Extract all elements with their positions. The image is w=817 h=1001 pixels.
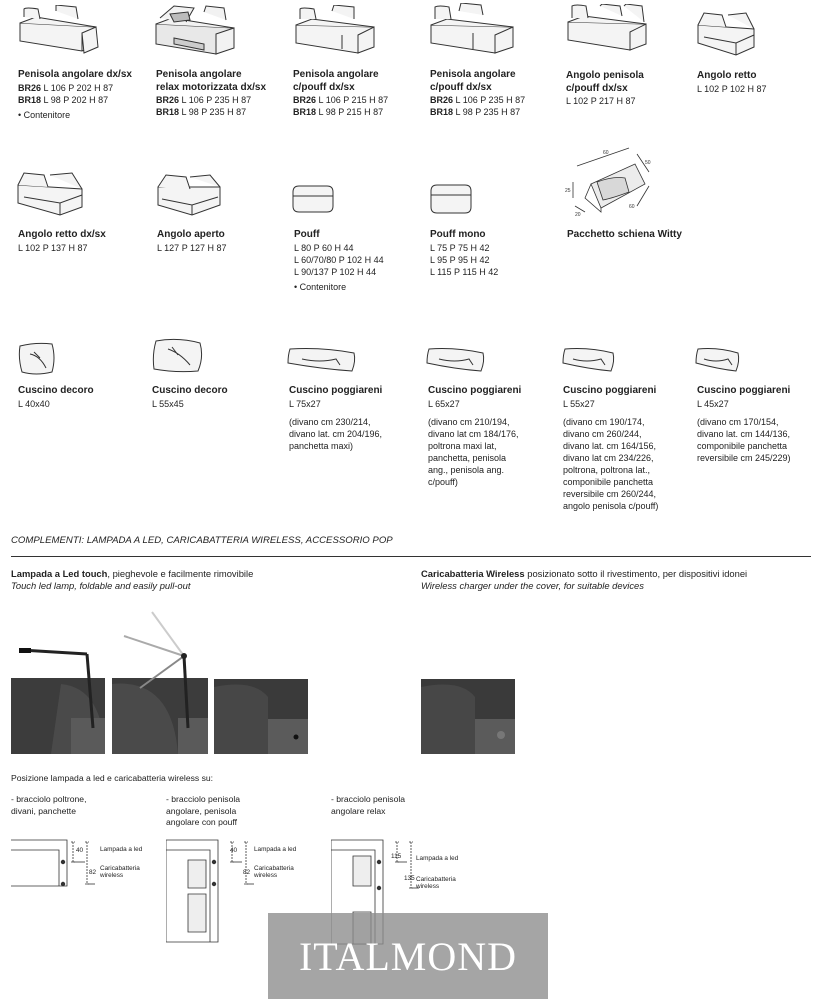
dimensions: L 75x27 xyxy=(289,398,321,409)
compat-line: reversibile cm 260/244, xyxy=(563,488,657,499)
position-a xyxy=(11,794,86,817)
dimensions: L 55x27 xyxy=(563,398,595,409)
dimensions: L 106 P 235 H 87 xyxy=(181,95,252,105)
model-code: BR26 xyxy=(156,95,180,105)
lamp-photo-3 xyxy=(214,679,308,754)
label-charger-b-1: Caricabatteria xyxy=(254,865,294,872)
compat-line: divano lat cm 234/226, xyxy=(563,452,654,463)
position-b-line3: angolare con pouff xyxy=(166,817,238,828)
module-title: Angolo retto xyxy=(697,70,757,81)
dimensions: L 45x27 xyxy=(697,398,729,409)
position-a-line2: divani, panchette xyxy=(11,805,76,816)
compat-line: (divano cm 190/174, xyxy=(563,416,645,427)
dimensions: L 95 P 95 H 42 xyxy=(430,254,490,265)
charger-title: Caricabatteria Wireless xyxy=(421,568,525,579)
compat-line: (divano cm 230/214, xyxy=(289,416,371,427)
position-c-line1: - bracciolo penisola xyxy=(331,794,406,804)
lamp-caption xyxy=(11,568,253,591)
module-title: Angolo retto dx/sx xyxy=(18,229,106,240)
module-poggiareni-45 xyxy=(697,385,791,464)
compat-line: (divano cm 170/154, xyxy=(697,416,779,427)
label-lamp-a: Lampada a led xyxy=(100,846,143,853)
storage-note: • Contenitore xyxy=(294,281,347,292)
dimensions: L 115 P 115 H 42 xyxy=(430,266,499,277)
dimensions: L 98 P 235 H 87 xyxy=(455,107,521,117)
pouf-icon xyxy=(291,184,335,214)
module-cuscino-55 xyxy=(152,385,228,410)
module-pouff xyxy=(294,229,384,293)
dimensions: L 55x45 xyxy=(152,398,184,409)
model-code: BR26 xyxy=(293,95,317,105)
module-poggiareni-65 xyxy=(428,385,521,488)
compat-line: poltrona maxi lat, xyxy=(428,440,497,451)
module-title: Cuscino poggiareni xyxy=(697,385,791,396)
compat-line: angolo penisola c/pouff) xyxy=(563,500,659,511)
compat-line: poltrona, poltrona lat., xyxy=(563,464,651,475)
module-angolo-penisola xyxy=(566,70,644,107)
charger-desc: posizionato sotto il rivestimento, per dispositivi idonei xyxy=(524,568,748,579)
dimensions: L 127 P 127 H 87 xyxy=(157,242,227,253)
module-cuscino-40 xyxy=(18,385,94,410)
right-corner-long-icon xyxy=(16,171,86,219)
module-title: Pacchetto schiena Witty xyxy=(567,229,682,240)
svg-text:25: 25 xyxy=(565,188,571,194)
svg-text:20: 20 xyxy=(575,212,581,218)
watermark-logo: ITALMOND xyxy=(268,913,548,999)
corner-chaise-icon xyxy=(564,4,652,56)
model-code: BR18 xyxy=(18,94,42,105)
compat-line: ang., penisola ang. xyxy=(428,464,505,475)
dimensions: L 106 P 235 H 87 xyxy=(455,95,526,105)
label-charger-b xyxy=(254,865,294,879)
dim-135: 135 xyxy=(404,875,415,882)
position-c xyxy=(331,794,405,817)
position-c-line2: angolare relax xyxy=(331,805,386,816)
svg-text:50: 50 xyxy=(645,160,651,166)
label-charger-a-2: wireless xyxy=(100,872,124,879)
module-title-line2: c/pouff dx/sx xyxy=(293,81,355,93)
module-penisola-dxsx xyxy=(18,69,132,121)
compat-line: divano lat cm 184/176, xyxy=(428,428,519,439)
module-title: Cuscino poggiareni xyxy=(563,385,657,396)
right-corner-icon xyxy=(696,11,758,59)
compat-line: reversibile cm 245/229) xyxy=(697,452,791,463)
module-title-line2: c/pouff dx/sx xyxy=(430,81,492,93)
pouf-mono-icon xyxy=(429,183,473,215)
svg-text:60: 60 xyxy=(629,204,635,210)
module-title: Angolo aperto xyxy=(157,229,225,240)
module-title: Penisola angolare xyxy=(430,69,516,80)
charger-photo xyxy=(421,679,515,754)
dimensions: L 75 P 75 H 42 xyxy=(430,242,490,253)
open-corner-icon xyxy=(156,173,224,219)
lamp-photo-1 xyxy=(11,608,105,754)
cushion-small-icon xyxy=(16,342,58,376)
model-code: BR26 xyxy=(430,95,454,105)
armrest-cushion-65-icon xyxy=(425,345,487,375)
dimensions: L 90/137 P 102 H 44 xyxy=(294,266,377,277)
module-title: Cuscino poggiareni xyxy=(289,385,383,396)
lamp-title: Lampada a Led touch xyxy=(11,568,108,579)
dim-82-b: 82 xyxy=(243,869,251,876)
charger-caption xyxy=(421,568,747,591)
module-angolo-retto xyxy=(697,70,767,95)
module-angolo-retto-dxsx xyxy=(18,229,106,254)
label-charger-a-1: Caricabatteria xyxy=(100,865,140,872)
dimensions: L 98 P 235 H 87 xyxy=(181,107,247,117)
module-title-line2: relax motorizzata dx/sx xyxy=(156,81,267,93)
module-penisola-pouf xyxy=(293,69,388,118)
dimensions: L 40x40 xyxy=(18,398,50,409)
position-a-line1: - bracciolo poltrone, xyxy=(11,794,87,804)
label-charger-c-1: Caricabatteria xyxy=(416,876,456,883)
compat-line: componibile panchetta xyxy=(563,476,654,487)
compat-line: divano cm 260/244, xyxy=(563,428,642,439)
module-title-line2: c/pouff dx/sx xyxy=(566,82,628,94)
dim-115: 115 xyxy=(391,853,402,860)
label-charger-a xyxy=(100,865,140,879)
label-charger-b-2: wireless xyxy=(254,872,278,879)
label-lamp-b: Lampada a led xyxy=(254,846,297,853)
compat-line: (divano cm 210/194, xyxy=(428,416,510,427)
lamp-photo-2 xyxy=(112,608,208,754)
dimensions: L 98 P 215 H 87 xyxy=(318,107,384,117)
model-code: BR18 xyxy=(156,107,180,117)
module-title: Angolo penisola xyxy=(566,70,644,81)
svg-text:60: 60 xyxy=(603,150,609,156)
dim-40-a: 40 xyxy=(76,847,84,854)
storage-note: • Contenitore xyxy=(18,109,71,120)
dimensions: L 80 P 60 H 44 xyxy=(294,242,354,253)
module-title: Penisola angolare xyxy=(293,69,379,80)
compat-line: panchetta, penisola xyxy=(428,452,507,463)
dimensions: L 102 P 217 H 87 xyxy=(566,96,636,106)
label-charger-c-2: wireless xyxy=(416,883,440,890)
module-title: Penisola angolare xyxy=(156,69,242,80)
armrest-cushion-55-icon xyxy=(561,345,617,375)
module-penisola-relax xyxy=(156,69,266,118)
dimensions: L 102 P 137 H 87 xyxy=(18,242,88,253)
dimensions: L 102 P 102 H 87 xyxy=(697,83,767,94)
compat-line: componibile panchetta xyxy=(697,440,788,451)
module-title: Cuscino decoro xyxy=(152,385,228,396)
position-b xyxy=(166,794,240,829)
lamp-desc: , pieghevole e facilmente rimovibile xyxy=(107,568,254,579)
relax-chaise-icon xyxy=(154,4,240,58)
dimensions: L 106 P 215 H 87 xyxy=(318,95,389,105)
complements-heading: COMPLEMENTI: LAMPADA A LED, CARICABATTERIA WIRELESS, ACCESSORIO POP xyxy=(11,535,393,546)
model-code: BR18 xyxy=(430,107,454,117)
chaise-corner-icon xyxy=(16,5,102,55)
dimensions: L 106 P 202 H 87 xyxy=(43,82,114,93)
module-poggiareni-55 xyxy=(563,385,658,512)
label-lamp-c: Lampada a led xyxy=(416,855,459,862)
label-charger-c xyxy=(416,876,456,890)
lamp-desc-en: Touch led lamp, foldable and easily pull-out xyxy=(11,580,191,591)
diagram-armrest-penisola xyxy=(166,826,256,944)
armrest-cushion-75-icon xyxy=(286,345,358,375)
chaise-pouf-long-icon xyxy=(429,3,517,57)
module-pacchetto xyxy=(567,229,682,242)
model-code: BR18 xyxy=(293,107,317,117)
module-penisola-pouf-long xyxy=(430,69,525,118)
module-title: Penisola angolare dx/sx xyxy=(18,69,132,80)
charger-desc-en: Wireless charger under the cover, for suitable devices xyxy=(421,580,644,591)
dim-82-a: 82 xyxy=(89,869,97,876)
module-title: Cuscino poggiareni xyxy=(428,385,522,396)
module-poggiareni-75 xyxy=(289,385,382,452)
chaise-pouf-icon xyxy=(292,5,378,57)
diagram-armrest-sofa xyxy=(11,828,101,908)
position-b-line1: - bracciolo penisola xyxy=(166,794,241,804)
dimensions: L 98 P 202 H 87 xyxy=(43,94,109,105)
back-pack-icon xyxy=(563,146,663,220)
model-code: BR26 xyxy=(18,82,42,93)
section-divider xyxy=(11,556,811,557)
position-intro: Posizione lampada a led e caricabatteria wireless su: xyxy=(11,773,214,783)
cushion-large-icon xyxy=(150,337,206,375)
armrest-cushion-45-icon xyxy=(694,345,742,375)
module-pouff-mono xyxy=(430,229,498,278)
module-title: Pouff xyxy=(294,229,320,240)
dim-40-b: 40 xyxy=(230,847,238,854)
module-title: Cuscino decoro xyxy=(18,385,94,396)
compat-line: c/pouff) xyxy=(428,476,458,487)
compat-line: panchetta maxi) xyxy=(289,440,354,451)
module-title: Pouff mono xyxy=(430,229,486,240)
dimensions: L 60/70/80 P 102 H 44 xyxy=(294,254,384,265)
compat-line: divano lat. cm 144/136, xyxy=(697,428,791,439)
position-b-line2: angolare, penisola xyxy=(166,805,237,816)
module-angolo-aperto xyxy=(157,229,227,254)
dimensions: L 65x27 xyxy=(428,398,460,409)
compat-line: divano lat. cm 164/156, xyxy=(563,440,657,451)
compat-line: divano lat. cm 204/196, xyxy=(289,428,383,439)
